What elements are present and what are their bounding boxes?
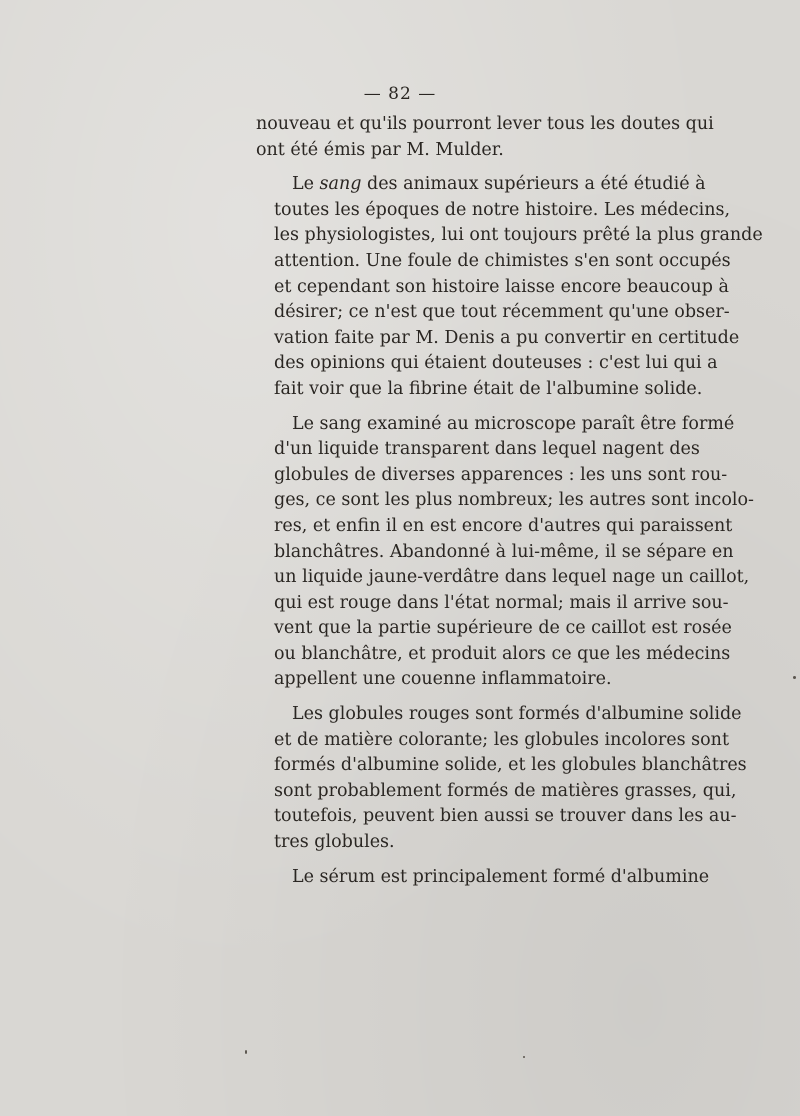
text-line: ont été émis par M. Mulder. (256, 139, 504, 160)
text-line: et de matière colorante; les globules incolores sont (274, 729, 729, 750)
text-line: globules de diverses apparences : les uns sont rou- (274, 464, 728, 485)
text-line: blanchâtres. Abandonné à lui-même, il se sépare en (274, 541, 734, 562)
text-line: des opinions qui étaient douteuses : c'est lui qui a (274, 353, 718, 374)
text-line: tres globules. (274, 832, 395, 853)
body-text (256, 112, 763, 890)
text-line: res, et enfin il en est encore d'autres qui paraissent (274, 515, 733, 536)
text-line: fait voir que la fibrine était de l'albumine solide. (274, 378, 703, 399)
emphasis: sang (319, 174, 362, 195)
text-line: vent que la partie supérieure de ce caillot est rosée (274, 618, 732, 639)
text-line: un liquide jaune-verdâtre dans lequel nage un caillot, (274, 567, 750, 588)
text-line: Le sang examiné au microscope paraît être formé (292, 413, 735, 434)
text-line: attention. Une foule de chimistes s'en sont occupés (274, 250, 731, 271)
text-line: vation faite par M. Denis a pu convertir en certitude (274, 327, 740, 348)
text-line: ges, ce sont les plus nombreux; les autres sont incolo- (274, 490, 754, 511)
text-line: ou blanchâtre, et produit alors ce que les médecins (274, 643, 731, 664)
paragraph (256, 702, 747, 856)
text-line: toutefois, peuvent bien aussi se trouver dans les au- (274, 806, 737, 827)
ink-speck (793, 676, 796, 679)
text-line: d'un liquide transparent dans lequel nagent des (274, 439, 700, 460)
text-line: et cependant son histoire laisse encore beaucoup à (274, 276, 729, 297)
paragraph (256, 112, 714, 163)
text-line: qui est rouge dans l'état normal; mais il arrive sou- (274, 592, 729, 613)
paragraph (256, 865, 710, 891)
text-line: Les globules rouges sont formés d'albumine solide (292, 704, 742, 725)
paragraph (256, 172, 763, 402)
text-line: sont probablement formés de matières grasses, qui, (274, 780, 737, 801)
text-line: nouveau et qu'ils pourront lever tous les doutes qui (256, 114, 714, 134)
ink-speck (523, 1056, 525, 1058)
ink-speck (245, 1050, 247, 1054)
text-line: les physiologistes, lui ont toujours prêté la plus grande (274, 225, 763, 246)
text-line: Le sang des animaux supérieurs a été étudié à (292, 174, 706, 195)
text-line: formés d'albumine solide, et les globules blanchâtres (274, 755, 747, 776)
text-line: désirer; ce n'est que tout récemment qu'une obser- (274, 302, 730, 323)
text-line: appellent une couenne inflammatoire. (274, 669, 612, 690)
text-line: Le sérum est principalement formé d'albumine (292, 866, 710, 887)
text-line: toutes les époques de notre histoire. Les médecins, (274, 199, 731, 220)
page-number: — 82 — (363, 84, 437, 104)
paragraph (256, 412, 754, 694)
